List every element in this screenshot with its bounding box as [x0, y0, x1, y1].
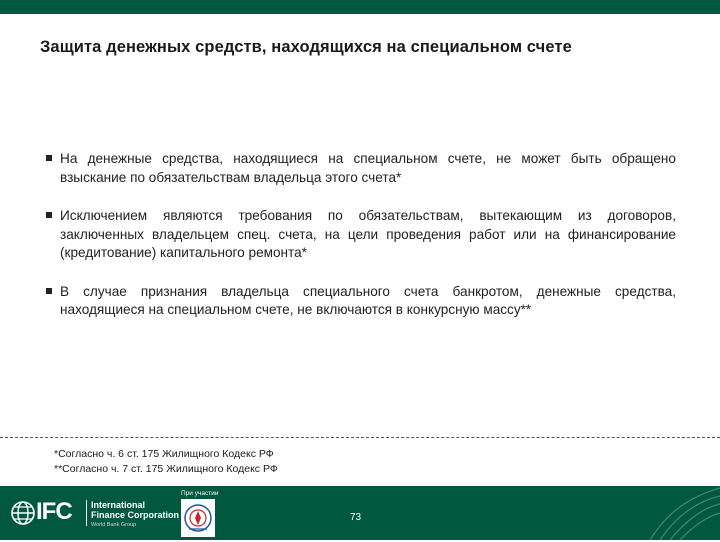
ifc-logo — [10, 496, 180, 532]
bullet-square-icon — [46, 212, 52, 218]
partner-emblem-icon — [181, 499, 215, 537]
partner-emblem — [181, 499, 215, 537]
footnote-divider — [0, 437, 720, 438]
decorative-swoosh — [560, 486, 720, 540]
logo-divider — [86, 500, 87, 526]
ifc-globe-icon — [10, 500, 36, 526]
slide-title: Защита денежных средств, находящихся на специальном счете — [40, 38, 572, 56]
partner-label: При участии — [181, 490, 219, 497]
footer-bar — [0, 486, 720, 540]
bullet-text: Исключением являются требования по обязательствам, вытекающим из договоров, заключенных владельцем спец. счета, на цели проведения работ или на финансирование (кредитование) капитального ремонта* — [60, 208, 676, 260]
footnote-1: *Согласно ч. 6 ст. 175 Жилищного Кодекс РФ — [54, 448, 274, 460]
bullet-item-3 — [46, 283, 676, 320]
bullet-item-2 — [46, 207, 676, 263]
footnotes — [54, 447, 278, 476]
ifc-logo-name: International Finance Corporation — [91, 500, 180, 520]
ifc-logo-letters: IFC — [36, 498, 72, 525]
footnote-2: **Согласно ч. 7 ст. 175 Жилищного Кодекс РФ — [54, 462, 278, 475]
bullet-item-1 — [46, 150, 676, 187]
page-number: 73 — [350, 512, 362, 523]
bullet-square-icon — [46, 288, 52, 294]
bullet-list — [46, 150, 676, 340]
bullet-text: В случае признания владельца специального счета банкротом, денежные средства, находящиеся на специальном счете, не включаются в конкурсную массу** — [60, 283, 676, 317]
bullet-text: На денежные средства, находящиеся на специальном счете, не может быть обращено взыскание по обязательствам владельца этого счета* — [60, 151, 676, 185]
ifc-logo-sub: World Bank Group — [91, 522, 137, 528]
bullet-square-icon — [46, 155, 52, 161]
top-accent-bar — [0, 0, 720, 14]
